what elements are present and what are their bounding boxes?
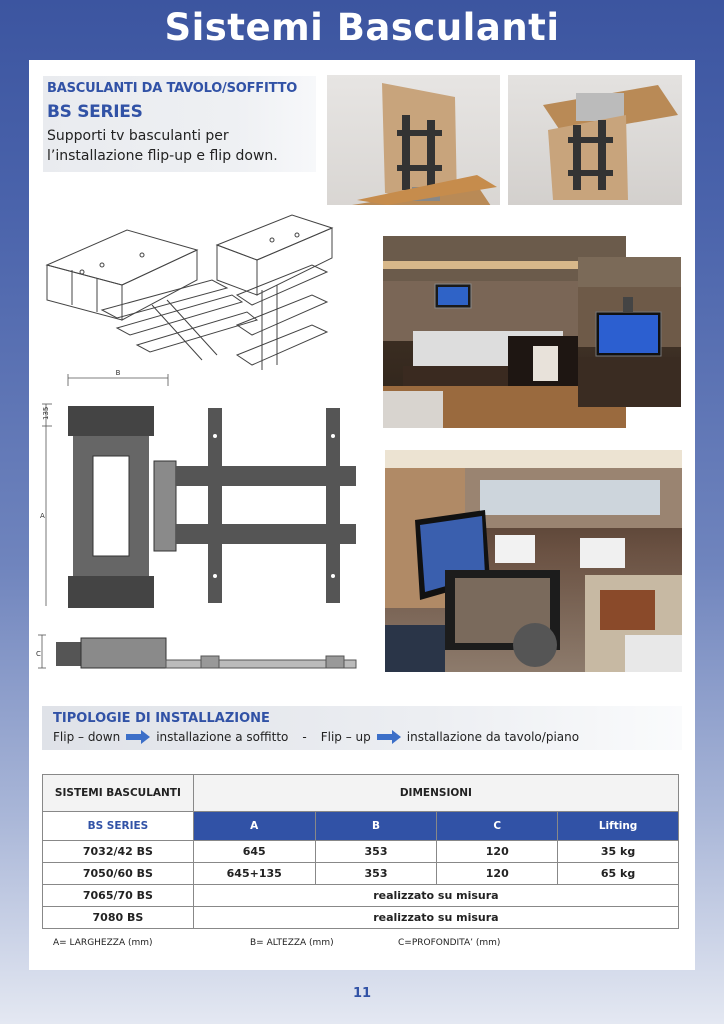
- dim-label-a: A: [40, 512, 45, 520]
- type-separator: -: [302, 730, 307, 744]
- category-heading: BASCULANTI DA TAVOLO/SOFFITTO: [47, 81, 298, 96]
- arrow-right-icon: [126, 730, 150, 744]
- table-series-label: BS SERIES: [43, 812, 194, 841]
- table-col-b: B: [315, 812, 437, 841]
- dim-c-cell: 120: [437, 841, 558, 863]
- table-header-systems: SISTEMI BASCULANTI: [43, 775, 194, 812]
- model-cell: 7080 BS: [43, 907, 194, 929]
- side-view-drawing: [36, 630, 361, 672]
- arrow-right-icon: [377, 730, 401, 744]
- dim-c-cell: 120: [437, 863, 558, 885]
- installation-photo-lounge: [385, 450, 682, 672]
- flip-up-label: Flip – up: [320, 730, 371, 744]
- page-number: 11: [352, 986, 372, 1001]
- model-cell: 7032/42 BS: [43, 841, 194, 863]
- footnote-b: B= ALTEZZA (mm): [250, 938, 334, 948]
- product-photo-flip-down: [508, 75, 682, 205]
- lifting-cell: 65 kg: [558, 863, 679, 885]
- dimensions-table: [42, 774, 679, 929]
- flip-down-label: Flip – down: [53, 730, 121, 744]
- flip-up-desc: installazione da tavolo/piano: [406, 730, 580, 744]
- dim-a-cell: 645: [193, 841, 315, 863]
- installation-types-title: TIPOLOGIE DI INSTALLAZIONE: [53, 711, 270, 726]
- table-col-lifting: Lifting: [558, 812, 679, 841]
- installation-photo-ceiling: [578, 257, 681, 407]
- dim-label-135: 135: [42, 406, 50, 420]
- table-header-dimensions: DIMENSIONI: [193, 775, 678, 812]
- table-row: [43, 907, 679, 929]
- footnote-a: A= LARGHEZZA (mm): [53, 938, 153, 948]
- model-cell: 7065/70 BS: [43, 885, 194, 907]
- installation-types-line: [53, 730, 579, 744]
- dim-a-cell: 645+135: [193, 863, 315, 885]
- series-heading: BS SERIES: [47, 102, 143, 122]
- table-col-c: C: [437, 812, 558, 841]
- dim-b-cell: 353: [315, 841, 437, 863]
- series-description: Supporti tv basculanti per l’installazione flip-up e flip down.: [47, 128, 278, 164]
- dim-label-b: B: [115, 369, 121, 377]
- table-row: [43, 885, 679, 907]
- dim-label-c: C: [36, 650, 41, 658]
- product-photo-flip-up: [327, 75, 500, 205]
- front-view-drawing: [38, 366, 368, 611]
- footnote-c: C=PROFONDITA’ (mm): [398, 938, 501, 948]
- model-cell: 7050/60 BS: [43, 863, 194, 885]
- table-row: [43, 863, 679, 885]
- flip-down-desc: installazione a soffitto: [156, 730, 289, 744]
- isometric-drawing: [42, 210, 352, 375]
- table-col-a: A: [193, 812, 315, 841]
- table-row: [43, 841, 679, 863]
- lifting-cell: 35 kg: [558, 841, 679, 863]
- page-title: Sistemi Basculanti: [164, 6, 560, 49]
- custom-note-cell: realizzato su misura: [193, 885, 678, 907]
- custom-note-cell: realizzato su misura: [193, 907, 678, 929]
- dim-b-cell: 353: [315, 863, 437, 885]
